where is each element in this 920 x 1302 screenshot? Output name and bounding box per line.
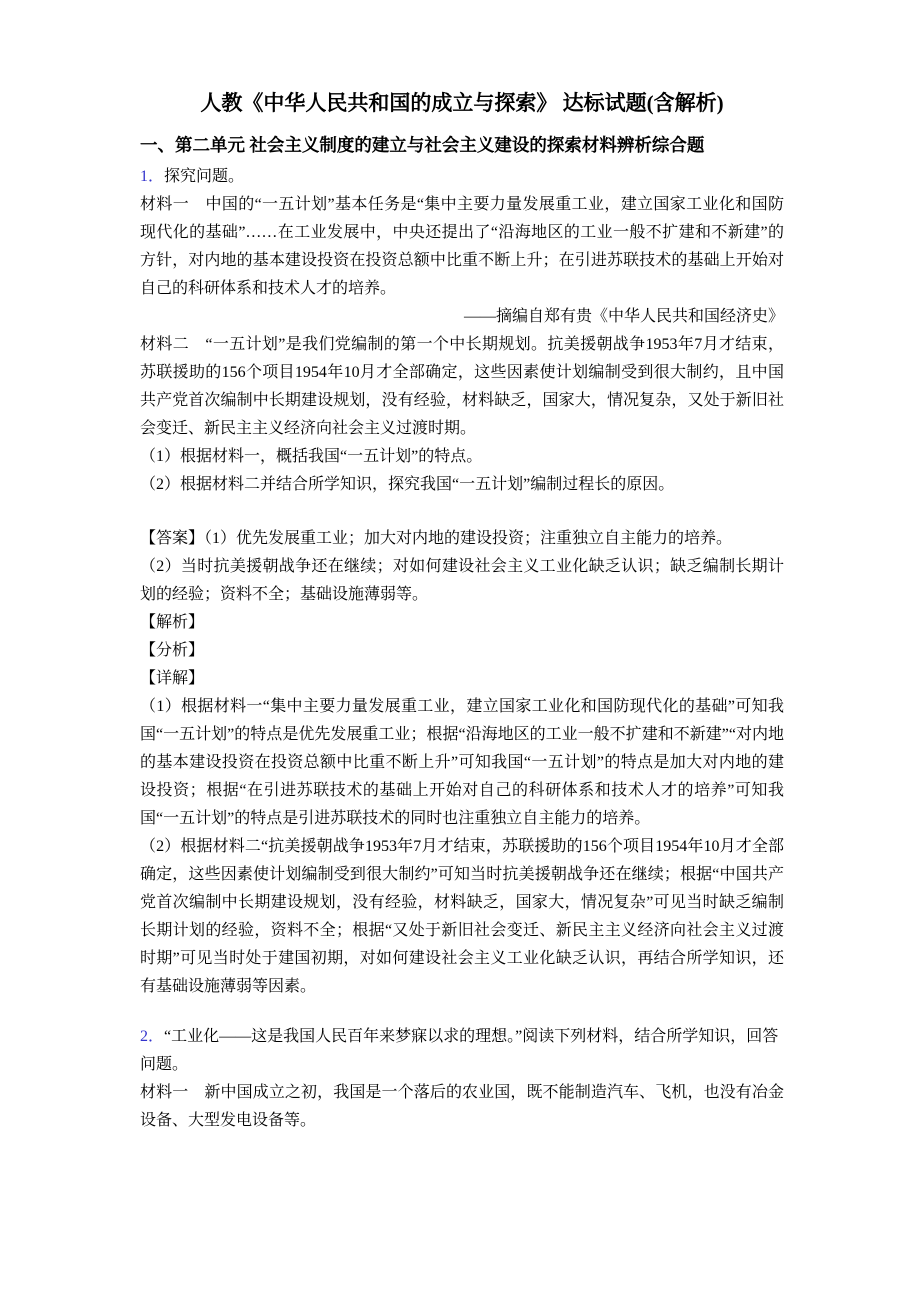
label-analysis-jiexi: 【解析】: [140, 614, 205, 631]
q1-material-2-paragraph: 材料二 “一五计划”是我们党编制的第一个中长期规划。抗美援朝战争1953年7月才结束，苏联援助的156个项目1954年10月才全部确定，这些因素使计划编制受到很大制约，且中国共产党首次编制中长期建设规划，没有经验，材料缺乏，国家大，情况复杂，又处于新旧社会变迁、新民主主义经济向社会主义过渡时期。: [140, 336, 784, 437]
detail-explanation-2: （2）根据材料二“抗美援朝战争1953年7月才结束，苏联援助的156个项目1954年10月才全部确定，这些因素使计划编制受到很大制约”可知当时抗美援朝战争还在继续；根据“中国共产党首次编制中长期建设规划，没有经验，材料缺乏，国家大，情况复杂”可见当时缺乏编制长期计划的经验，资料不全；根据“又处于新旧社会变迁、新民主主义经济向社会主义过渡时期”可见当时处于建国初期，对如何建设社会主义工业化缺乏认识，再结合所学知识，还有基础设施薄弱等因素。: [140, 838, 784, 995]
answer-line-1: 【答案】（1）优先发展重工业；加大对内地的建设投资；注重独立自主能力的培养。: [140, 530, 733, 547]
q1-subquestion-2: （2）根据材料二并结合所学知识，探究我国“一五计划”编制过程长的原因。: [140, 476, 675, 493]
question-1-line: [140, 163, 784, 191]
q1-material-source: ——摘编自郑有贵《中华人民共和国经济史》: [463, 308, 784, 325]
question-1-number-link[interactable]: 1．: [140, 168, 165, 185]
label-analysis-fenxi: 【分析】: [140, 642, 205, 659]
q1-material-1-paragraph: 材料一 中国的“一五计划”基本任务是“集中主要力量发展重工业，建立国家工业化和国防现代化的基础”……在工业发展中，中央还提出了“沿海地区的工业一般不扩建和不新建”的方针，对内地的基本建设投资在投资总额中比重不断上升；在引进苏联技术的基础上开始对自己的科研体系和技术人才的培养。: [140, 196, 784, 297]
q2-material-1-paragraph: 材料一 新中国成立之初，我国是一个落后的农业国，既不能制造汽车、飞机，也没有冶金设备、大型发电设备等。: [140, 1084, 784, 1129]
question-2-prompt: “工业化——这是我国人民百年来梦寐以求的理想。”阅读下列材料，结合所学知识，回答问题。: [140, 1028, 779, 1073]
detail-explanation-1: （1）根据材料一“集中主要力量发展重工业，建立国家工业化和国防现代化的基础”可知我国“一五计划”的特点是优先发展重工业；根据“沿海地区的工业一般不扩建和不新建”“对内地的基本建设投资在投资总额中比重不断上升”可知我国“一五计划”的特点是加大对内地的建设投资；根据“在引进苏联技术的基础上开始对自己的科研体系和技术人才的培养”可知我国“一五计划”的特点是引进苏联技术的同时也注重独立自主能力的培养。: [140, 698, 784, 827]
question-1-prompt: 探究问题。: [164, 168, 245, 185]
document-title: 人教《中华人民共和国的成立与探索》 达标试题(含解析): [200, 91, 724, 115]
q1-subquestion-1: （1）根据材料一，概括我国“一五计划”的特点。: [140, 448, 483, 465]
answer-line-2: （2）当时抗美援朝战争还在继续；对如何建设社会主义工业化缺乏认识；缺乏编制长期计划的经验；资料不全；基础设施薄弱等。: [140, 558, 784, 603]
question-2-line: [140, 1023, 784, 1079]
section-heading: 一、第二单元 社会主义制度的建立与社会主义建设的探索材料辨析综合题: [140, 135, 705, 155]
question-2-number-link[interactable]: 2．: [140, 1028, 165, 1045]
label-analysis-xiangjie: 【详解】: [140, 670, 205, 687]
